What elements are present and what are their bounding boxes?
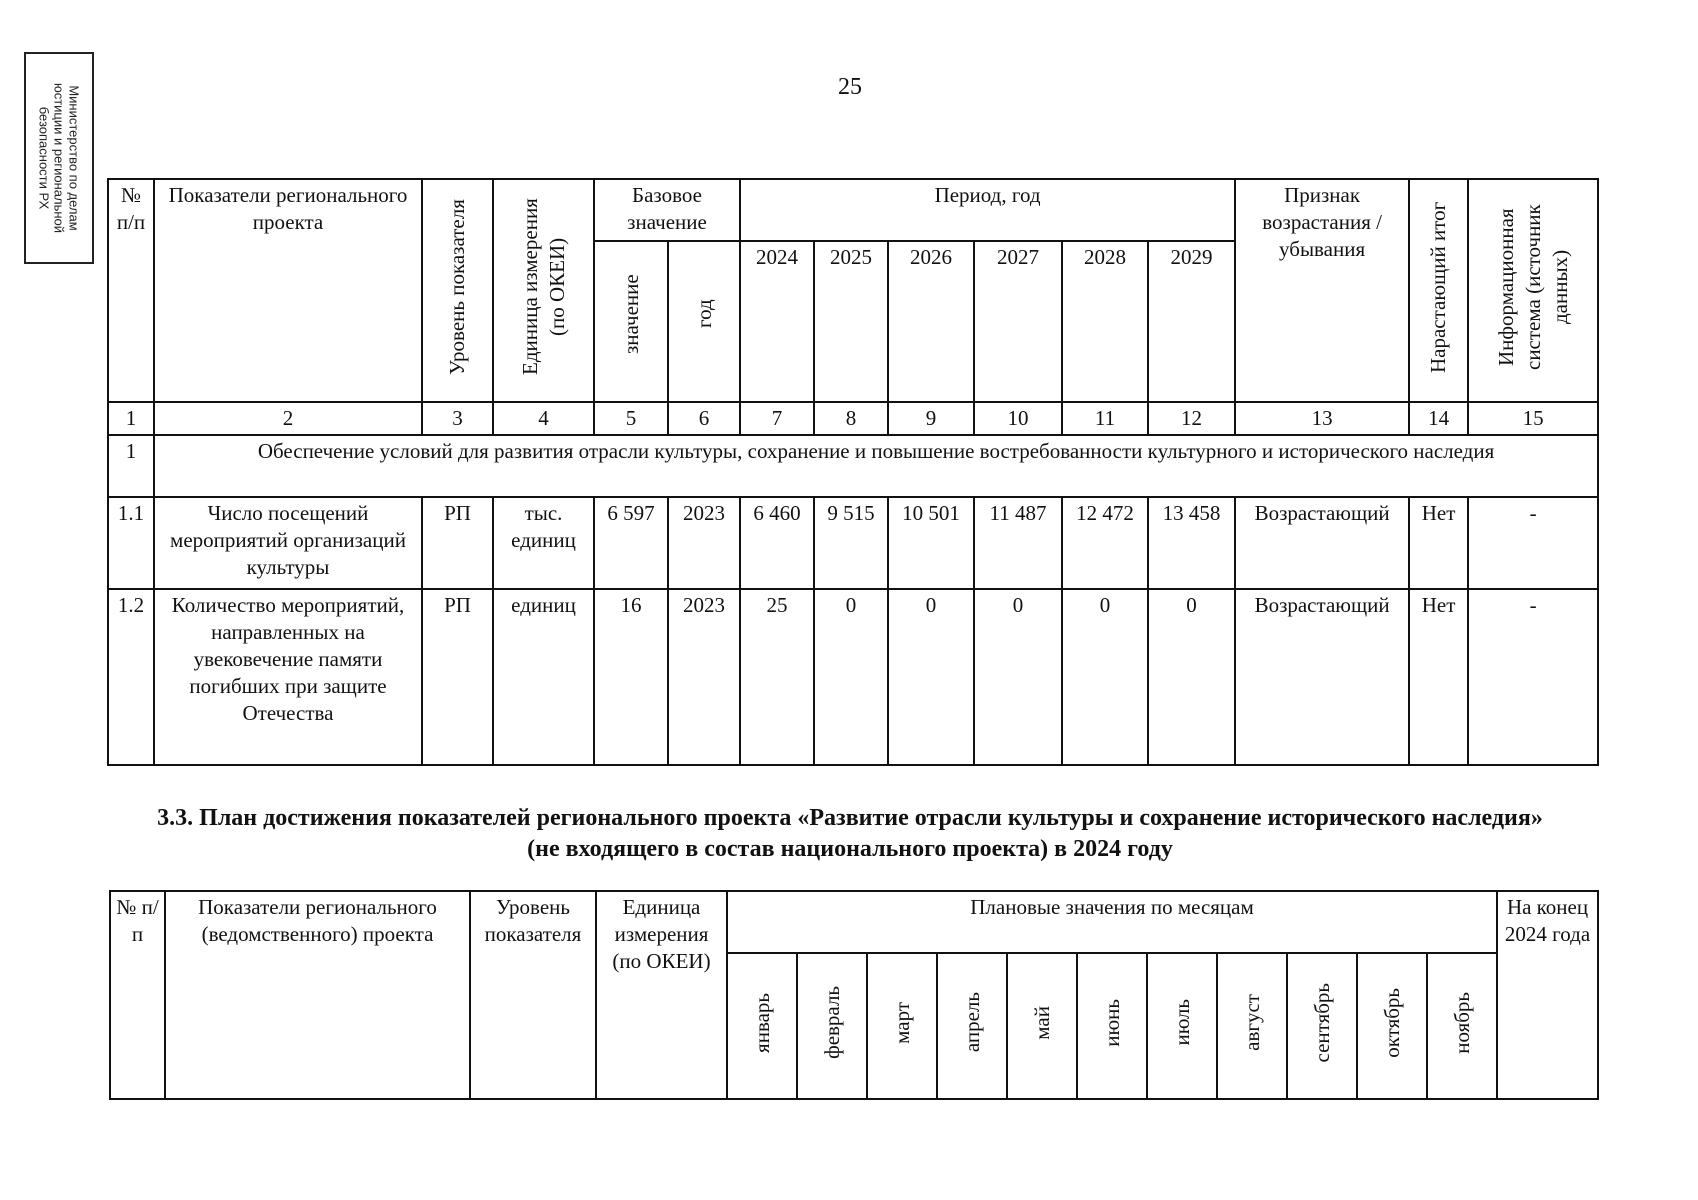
header-base-value: значение xyxy=(594,241,668,402)
page-number: 25 xyxy=(838,74,862,100)
col-number: 8 xyxy=(814,402,888,435)
row-base-value: 6 597 xyxy=(594,497,668,589)
month-may: май xyxy=(1007,953,1077,1099)
col-number: 3 xyxy=(422,402,493,435)
row-level: РП xyxy=(422,589,493,765)
row-unit: единиц xyxy=(493,589,594,765)
header-year-2024: 2024 xyxy=(740,241,814,402)
row-value-2027: 11 487 xyxy=(974,497,1062,589)
month-october: октябрь xyxy=(1357,953,1427,1099)
month-january: январь xyxy=(727,953,797,1099)
row-value-2025: 0 xyxy=(814,589,888,765)
col-number: 2 xyxy=(154,402,422,435)
col-number: 1 xyxy=(108,402,154,435)
row-cumulative: Нет xyxy=(1409,497,1468,589)
col-number: 13 xyxy=(1235,402,1409,435)
header-num: № п/п xyxy=(108,179,154,402)
month-november: ноябрь xyxy=(1427,953,1497,1099)
col-number: 6 xyxy=(668,402,740,435)
col-number: 15 xyxy=(1468,402,1598,435)
plan-heading-line-2: (не входящего в состав национального проекта) в 2024 году xyxy=(527,836,1173,862)
table-row xyxy=(108,497,1598,589)
registration-stamp xyxy=(24,52,94,264)
row-value-2029: 0 xyxy=(1148,589,1235,765)
row-info-system: - xyxy=(1468,589,1598,765)
month-april: апрель xyxy=(937,953,1007,1099)
col-number: 9 xyxy=(888,402,974,435)
col-number: 4 xyxy=(493,402,594,435)
stamp-line-2: юстиции и региональной xyxy=(51,82,67,234)
monthly-plan-table xyxy=(109,890,1599,1100)
plan-heading-line-1: 3.3. План достижения показателей регионального проекта «Развитие отрасли культуры и сохранение исторического наследия» xyxy=(157,805,1543,831)
row-indicator-name: Число посещений мероприятий организаций культуры xyxy=(154,497,422,589)
plan-header-row xyxy=(110,891,1598,953)
col-number: 10 xyxy=(974,402,1062,435)
row-num: 1.2 xyxy=(108,589,154,765)
row-value-2025: 9 515 xyxy=(814,497,888,589)
row-value-2029: 13 458 xyxy=(1148,497,1235,589)
header-year-2027: 2027 xyxy=(974,241,1062,402)
row-unit: тыс. единиц xyxy=(493,497,594,589)
row-value-2028: 12 472 xyxy=(1062,497,1148,589)
row-base-year: 2023 xyxy=(668,589,740,765)
row-value-2024: 6 460 xyxy=(740,497,814,589)
table-header-row xyxy=(108,179,1598,241)
plan-header-level: Уровень показателя xyxy=(470,891,596,1099)
stamp-line-1: Министерство по делам xyxy=(66,85,82,231)
header-base: Базовое значение xyxy=(594,179,740,241)
plan-section-heading xyxy=(100,803,1600,865)
row-value-2027: 0 xyxy=(974,589,1062,765)
month-september: сентябрь xyxy=(1287,953,1357,1099)
month-june: июнь xyxy=(1077,953,1147,1099)
col-number: 11 xyxy=(1062,402,1148,435)
row-value-2026: 0 xyxy=(888,589,974,765)
col-number: 5 xyxy=(594,402,668,435)
header-period: Период, год xyxy=(740,179,1235,241)
indicators-table xyxy=(107,178,1599,766)
row-trend: Возрастающий xyxy=(1235,589,1409,765)
header-info-system: Информационная система (источник данных) xyxy=(1468,179,1598,402)
section-num: 1 xyxy=(108,435,154,497)
plan-header-num: № п/п xyxy=(110,891,165,1099)
row-value-2026: 10 501 xyxy=(888,497,974,589)
row-base-value: 16 xyxy=(594,589,668,765)
month-august: август xyxy=(1217,953,1287,1099)
header-indicators: Показатели регионального проекта xyxy=(154,179,422,402)
row-value-2024: 25 xyxy=(740,589,814,765)
header-cumulative: Нарастающий итог xyxy=(1409,179,1468,402)
section-row xyxy=(108,435,1598,497)
row-trend: Возрастающий xyxy=(1235,497,1409,589)
header-year-2025: 2025 xyxy=(814,241,888,402)
month-july: июль xyxy=(1147,953,1217,1099)
header-year-2026: 2026 xyxy=(888,241,974,402)
section-title: Обеспечение условий для развития отрасли культуры, сохранение и повышение востребованности культурного и исторического наследия xyxy=(154,435,1598,497)
row-value-2028: 0 xyxy=(1062,589,1148,765)
plan-header-unit: Единица измерения (по ОКЕИ) xyxy=(596,891,727,1099)
column-numbers-row xyxy=(108,402,1598,435)
header-unit: Единица измерения (по ОКЕИ) xyxy=(493,179,594,402)
stamp-line-3: безопасности РХ xyxy=(36,106,52,210)
header-year-2029: 2029 xyxy=(1148,241,1235,402)
month-february: февраль xyxy=(797,953,867,1099)
row-indicator-name: Количество мероприятий, направленных на увековечение памяти погибших при защите Отечества xyxy=(154,589,422,765)
row-base-year: 2023 xyxy=(668,497,740,589)
plan-header-planned: Плановые значения по месяцам xyxy=(727,891,1497,953)
plan-header-year-end: На конец 2024 года xyxy=(1497,891,1598,1099)
row-cumulative: Нет xyxy=(1409,589,1468,765)
header-year-2028: 2028 xyxy=(1062,241,1148,402)
table-row xyxy=(108,589,1598,765)
plan-header-indicators: Показатели регионального (ведомственного) проекта xyxy=(165,891,470,1099)
row-level: РП xyxy=(422,497,493,589)
col-number: 12 xyxy=(1148,402,1235,435)
header-level: Уровень показателя xyxy=(422,179,493,402)
row-info-system: - xyxy=(1468,497,1598,589)
row-num: 1.1 xyxy=(108,497,154,589)
month-march: март xyxy=(867,953,937,1099)
header-trend: Признак возрастания / убывания xyxy=(1235,179,1409,402)
header-base-year: год xyxy=(668,241,740,402)
col-number: 14 xyxy=(1409,402,1468,435)
col-number: 7 xyxy=(740,402,814,435)
